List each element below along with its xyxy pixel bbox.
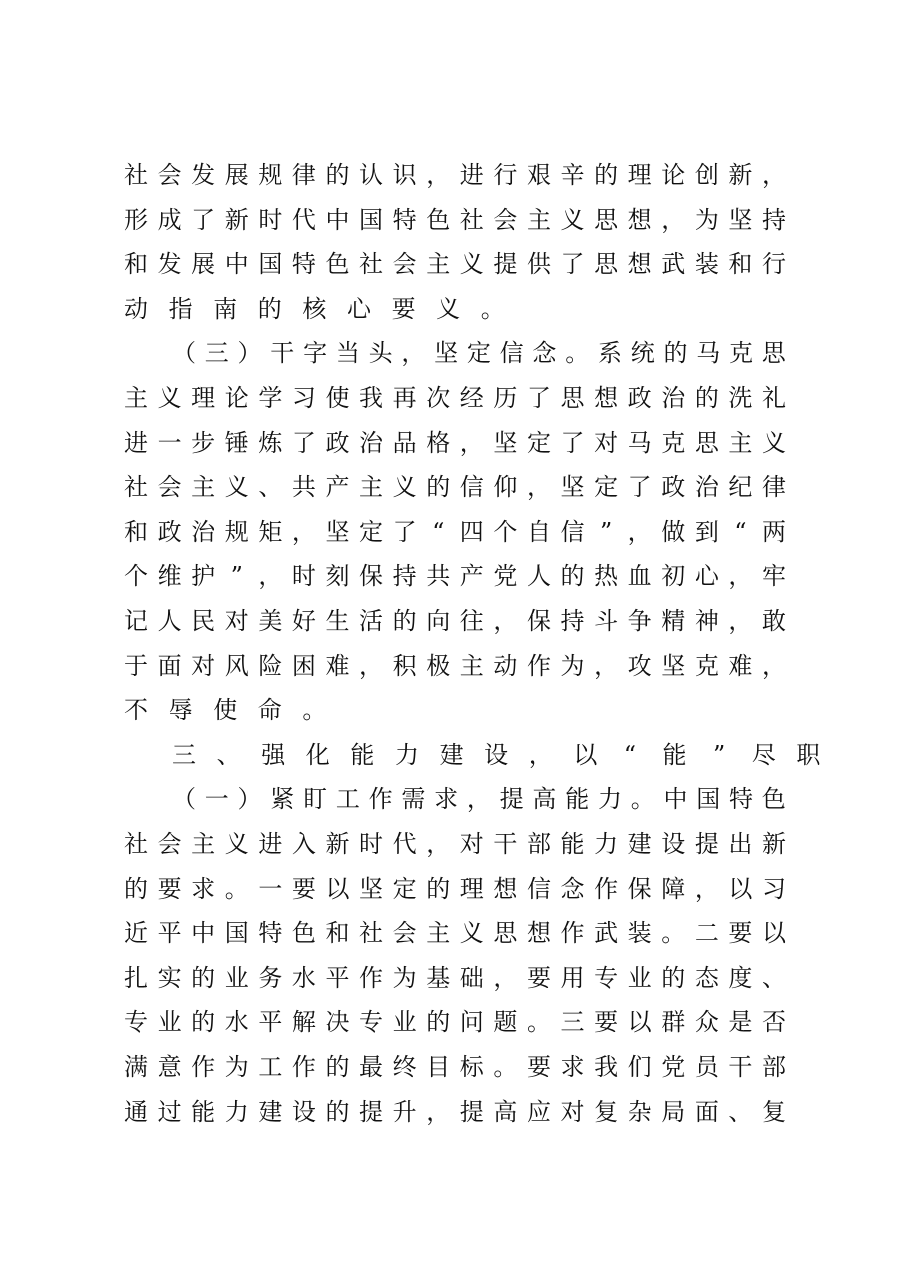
text-line: 满 意 作 为 工 作 的 最 终 目 标 。 要 求 我 们 党 员 干 部 xyxy=(124,1053,786,1081)
text-line: 动 指 南 的 核 心 要 义 。 xyxy=(124,294,505,323)
text-line: 形 成 了 新 时 代 中 国 特 色 社 会 主 义 思 想 ， 为 坚 持 xyxy=(124,205,786,234)
text-line: 专 业 的 水 平 解 决 专 业 的 问 题 。 三 要 以 群 众 是 否 xyxy=(124,1008,786,1037)
text-line: 进 一 步 锤 炼 了 政 治 品 格 ， 坚 定 了 对 马 克 思 主 义 xyxy=(124,428,786,457)
text-line: 主 义 理 论 学 习 使 我 再 次 经 历 了 思 想 政 治 的 洗 礼 xyxy=(124,384,786,412)
text-line: （ 一 ） 紧 盯 工 作 需 求 ， 提 高 能 力 。 中 国 特 色 xyxy=(172,785,786,814)
text-line: 社 会 主 义 进 入 新 时 代 ， 对 干 部 能 力 建 设 提 出 新 xyxy=(124,830,786,858)
text-line: 于 面 对 风 险 困 难 ， 积 极 主 动 作 为 ， 攻 坚 克 难 ， xyxy=(124,651,786,680)
text-line: 和 发 展 中 国 特 色 社 会 主 义 提 供 了 思 想 武 装 和 行 xyxy=(124,250,786,279)
text-line: 的 要 求 。 一 要 以 坚 定 的 理 想 信 念 作 保 障 ， 以 习 xyxy=(124,874,786,903)
text-line: 记 人 民 对 美 好 生 活 的 向 往 ， 保 持 斗 争 精 神 ， 敢 xyxy=(124,607,786,635)
text-line: 社 会 发 展 规 律 的 认 识 ， 进 行 艰 辛 的 理 论 创 新 ， xyxy=(124,161,786,189)
text-line: 三 、 强 化 能 力 建 设 ， 以 “ 能 ” 尽 职 xyxy=(172,740,821,769)
text-line: 扎 实 的 业 务 水 平 作 为 基 础 ， 要 用 专 业 的 态 度 、 xyxy=(124,963,786,992)
text-line: 不 辱 使 命 。 xyxy=(124,696,327,725)
text-line: 社 会 主 义 、 共 产 主 义 的 信 仰 ， 坚 定 了 政 治 纪 律 xyxy=(124,473,786,502)
text-line: 通 过 能 力 建 设 的 提 升 ， 提 高 应 对 复 杂 局 面 、 复 xyxy=(124,1097,786,1126)
text-line: （ 三 ） 干 字 当 头 ， 坚 定 信 念 。 系 统 的 马 克 思 xyxy=(172,339,786,368)
text-line: 个 维 护 ” ， 时 刻 保 持 共 产 党 人 的 热 血 初 心 ， 牢 xyxy=(124,562,786,591)
text-line: 近 平 中 国 特 色 和 社 会 主 义 思 想 作 武 装 。 二 要 以 xyxy=(124,919,786,948)
text-line: 和 政 治 规 矩 ， 坚 定 了 “ 四 个 自 信 ” ， 做 到 “ 两 xyxy=(124,517,786,546)
